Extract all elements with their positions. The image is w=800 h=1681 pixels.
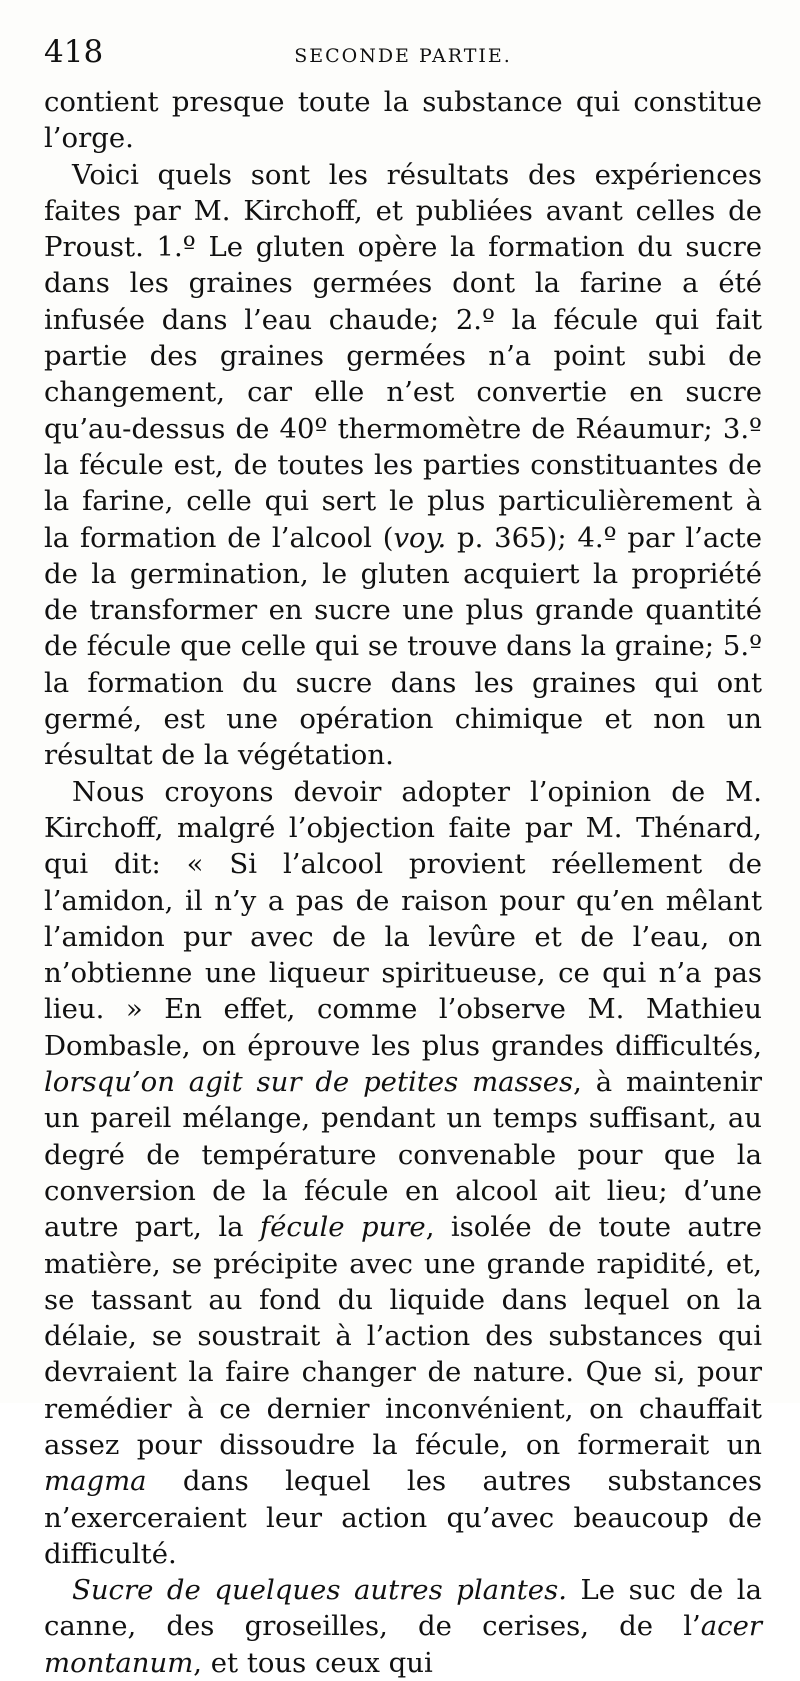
paragraph — [44, 84, 762, 157]
page-number: 418 — [44, 34, 104, 70]
page-header — [44, 34, 762, 84]
paragraph-text: Nous croyons devoir adopter l’opinion de M. Kirchoff, malgré l’objection faite par M. Thénard, qui dit: « Si l’alcool provient réellement de l’amidon, il n’y a pas de raison pour qu’en mêlant l’amidon pur avec de la levûre et de l’eau, on n’obtienne une liqueur spiritueuse, ce qui n’a pas lieu. » En effet, comme l’observe M. Mathieu Dombasle, on éprouve les plus grandes difficultés, — [44, 775, 762, 1062]
paragraph — [44, 1572, 762, 1681]
italic-text: fécule pure — [259, 1211, 426, 1244]
paragraph-text: , à maintenir un pareil mélange, pendant un temps suffisant, au degré de température convenable pour que la conversion de la fécule en alcool ait lieu; d’une autre part, la — [44, 1066, 762, 1244]
section-heading-italic: Sucre de quelques autres plantes. — [72, 1574, 567, 1607]
paragraph-text: p. 365); 4.º par l’acte de la germination, le gluten acquiert la propriété de transformer en sucre une plus grande quantité de fécule que celle qui se trouve dans la graine; 5.º la formation du sucre dans les graines qui ont germé, est une opération chimique et non un résultat de la végétation. — [44, 521, 762, 772]
italic-text: lorsqu’on agit sur de petites masses — [44, 1066, 574, 1099]
paragraph-text: Le suc de la canne, des groseilles, de cerises, de l’ — [44, 1574, 762, 1643]
running-head: SECONDE PARTIE. — [294, 45, 512, 67]
paragraph-text: contient presque toute la substance qui constitue l’orge. — [44, 86, 762, 155]
italic-text: voy. — [393, 521, 447, 554]
paragraph — [44, 774, 762, 1573]
paragraph — [44, 157, 762, 774]
paragraph-text: , isolée de toute autre matière, se précipite avec une grande rapidité, et, se tassant au fond du liquide dans lequel on la délaie, se soustrait à l’action des substances qui devraient la faire changer de nature. Que si, pour remédier à ce dernier inconvénient, on chauffait assez pour dissoudre la fécule, on formerait un — [44, 1211, 762, 1461]
paragraph-text: , et tous ceux qui — [193, 1646, 433, 1679]
paragraph-text: Voici quels sont les résultats des expériences faites par M. Kirchoff, et publiées avant celles de Proust. 1.º Le gluten opère la formation du sucre dans les graines germées dont la farine a été infusée dans l’eau chaude; 2.º la fécule qui fait partie des graines germées n’a point subi de changement, car elle n’est convertie en sucre qu’au-dessus de 40º thermomètre de Réaumur; 3.º la fécule est, de toutes les parties constituantes de la farine, celle qui sert le plus particulièrement à la formation de l’alcool ( — [44, 158, 762, 554]
body-text — [44, 84, 762, 1681]
paragraph-text: dans lequel les autres substances n’exerceraient leur action qu’avec beaucoup de difficulté. — [44, 1465, 762, 1570]
italic-text: magma — [44, 1465, 147, 1498]
italic-text: acer montanum — [44, 1610, 762, 1679]
